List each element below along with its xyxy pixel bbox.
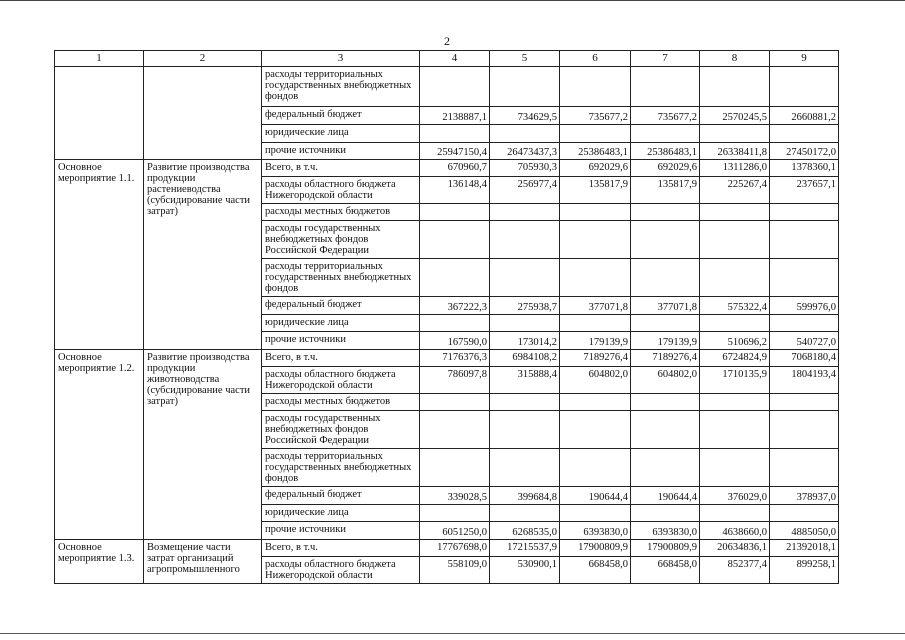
table-row (55, 350, 839, 367)
value-cell: 7176376,3 (420, 350, 490, 367)
value-cell: 190644,4 (560, 487, 631, 505)
value-cell (420, 259, 490, 297)
value-cell (420, 67, 490, 107)
value-cell (700, 411, 770, 449)
value-cell: 377071,8 (560, 297, 631, 315)
value-cell: 7189276,4 (560, 350, 631, 367)
funding-source-label: федеральный бюджет (262, 297, 420, 315)
value-cell: 6393830,0 (560, 522, 631, 540)
value-cell (560, 221, 631, 259)
activity-name-cell (144, 67, 262, 160)
value-cell: 7068180,4 (770, 350, 839, 367)
value-cell: 21392018,1 (770, 540, 839, 557)
value-cell (631, 204, 700, 221)
value-cell: 17767698,0 (420, 540, 490, 557)
value-cell: 1378360,1 (770, 160, 839, 177)
activity-code-cell: Основное мероприятие 1.3. (55, 540, 144, 584)
value-cell: 367222,3 (420, 297, 490, 315)
value-cell: 6393830,0 (631, 522, 700, 540)
column-header: 6 (560, 51, 631, 67)
value-cell: 315888,4 (490, 367, 560, 394)
value-cell: 735677,2 (560, 107, 631, 125)
activity-name-cell: Развитие производства продукции животноводства (субсидирование части затрат) (144, 350, 262, 540)
value-cell (631, 125, 700, 143)
value-cell (560, 204, 631, 221)
column-header: 3 (262, 51, 420, 67)
activity-name-cell: Возмещение части затрат организаций агропромышленного (144, 540, 262, 584)
value-cell: 4638660,0 (700, 522, 770, 540)
value-cell (700, 125, 770, 143)
value-cell (560, 259, 631, 297)
value-cell: 575322,4 (700, 297, 770, 315)
value-cell (490, 449, 560, 487)
value-cell (490, 259, 560, 297)
value-cell (700, 315, 770, 332)
value-cell (490, 67, 560, 107)
funding-source-label: Всего, в т.ч. (262, 160, 420, 177)
funding-source-label: Всего, в т.ч. (262, 350, 420, 367)
value-cell: 17215537,9 (490, 540, 560, 557)
value-cell (631, 221, 700, 259)
value-cell (631, 67, 700, 107)
value-cell: 852377,4 (700, 557, 770, 584)
value-cell: 377071,8 (631, 297, 700, 315)
top-border-line (0, 0, 905, 1)
value-cell (631, 505, 700, 522)
value-cell: 376029,0 (700, 487, 770, 505)
value-cell (700, 221, 770, 259)
value-cell: 734629,5 (490, 107, 560, 125)
value-cell: 4885050,0 (770, 522, 839, 540)
value-cell (700, 505, 770, 522)
funding-source-label: прочие источники (262, 332, 420, 350)
funding-source-label: прочие источники (262, 522, 420, 540)
value-cell: 2570245,5 (700, 107, 770, 125)
column-header: 8 (700, 51, 770, 67)
value-cell: 237657,1 (770, 177, 839, 204)
column-header: 2 (144, 51, 262, 67)
value-cell: 599976,0 (770, 297, 839, 315)
activity-name-cell: Развитие производства продукции растениеводства (субсидирование части затрат) (144, 160, 262, 350)
funding-source-label: юридические лица (262, 315, 420, 332)
value-cell: 692029,6 (631, 160, 700, 177)
value-cell (770, 505, 839, 522)
value-cell: 26338411,8 (700, 143, 770, 160)
value-cell (490, 221, 560, 259)
value-cell (490, 394, 560, 411)
column-header: 7 (631, 51, 700, 67)
value-cell (770, 67, 839, 107)
financing-table (54, 50, 839, 584)
value-cell: 25386483,1 (631, 143, 700, 160)
funding-source-label: прочие источники (262, 143, 420, 160)
value-cell (420, 449, 490, 487)
value-cell: 2138887,1 (420, 107, 490, 125)
activity-code-cell: Основное мероприятие 1.2. (55, 350, 144, 540)
value-cell: 1311286,0 (700, 160, 770, 177)
value-cell (631, 315, 700, 332)
value-cell: 20634836,1 (700, 540, 770, 557)
value-cell: 604802,0 (631, 367, 700, 394)
value-cell (631, 394, 700, 411)
value-cell (490, 315, 560, 332)
value-cell (770, 315, 839, 332)
value-cell (560, 411, 631, 449)
value-cell: 786097,8 (420, 367, 490, 394)
value-cell: 225267,4 (700, 177, 770, 204)
value-cell: 530900,1 (490, 557, 560, 584)
value-cell: 705930,3 (490, 160, 560, 177)
value-cell: 668458,0 (560, 557, 631, 584)
value-cell: 339028,5 (420, 487, 490, 505)
value-cell: 179139,9 (631, 332, 700, 350)
value-cell (700, 259, 770, 297)
funding-source-label: расходы территориальных государственных внебюджетных фондов (262, 259, 420, 297)
value-cell: 668458,0 (631, 557, 700, 584)
value-cell: 1710135,9 (700, 367, 770, 394)
value-cell (700, 67, 770, 107)
value-cell (420, 411, 490, 449)
value-cell: 6984108,2 (490, 350, 560, 367)
value-cell: 17900809,9 (631, 540, 700, 557)
value-cell: 399684,8 (490, 487, 560, 505)
column-number-row (55, 51, 839, 67)
value-cell: 735677,2 (631, 107, 700, 125)
funding-source-label: Всего, в т.ч. (262, 540, 420, 557)
funding-source-label: расходы областного бюджета Нижегородской области (262, 557, 420, 584)
value-cell: 6051250,0 (420, 522, 490, 540)
value-cell (770, 394, 839, 411)
value-cell: 167590,0 (420, 332, 490, 350)
value-cell (490, 411, 560, 449)
value-cell (560, 315, 631, 332)
column-header: 1 (55, 51, 144, 67)
value-cell (560, 505, 631, 522)
value-cell (560, 449, 631, 487)
value-cell: 692029,6 (560, 160, 631, 177)
value-cell: 510696,2 (700, 332, 770, 350)
value-cell (700, 204, 770, 221)
value-cell: 17900809,9 (560, 540, 631, 557)
value-cell (560, 394, 631, 411)
value-cell (700, 394, 770, 411)
value-cell: 135817,9 (631, 177, 700, 204)
value-cell: 6724824,9 (700, 350, 770, 367)
value-cell (560, 125, 631, 143)
funding-source-label: расходы областного бюджета Нижегородской области (262, 177, 420, 204)
funding-source-label: расходы областного бюджета Нижегородской области (262, 367, 420, 394)
column-header: 4 (420, 51, 490, 67)
funding-source-label: юридические лица (262, 505, 420, 522)
value-cell (420, 505, 490, 522)
value-cell (770, 204, 839, 221)
page-number: 2 (444, 34, 450, 48)
value-cell: 2660881,2 (770, 107, 839, 125)
value-cell: 6268535,0 (490, 522, 560, 540)
value-cell: 179139,9 (560, 332, 631, 350)
value-cell: 173014,2 (490, 332, 560, 350)
bottom-edge-line (0, 633, 905, 634)
value-cell (700, 449, 770, 487)
value-cell: 190644,4 (631, 487, 700, 505)
value-cell (770, 125, 839, 143)
value-cell (490, 505, 560, 522)
value-cell: 604802,0 (560, 367, 631, 394)
value-cell (770, 221, 839, 259)
funding-source-label: расходы государственных внебюджетных фондов Российской Федерации (262, 221, 420, 259)
column-header: 5 (490, 51, 560, 67)
value-cell: 378937,0 (770, 487, 839, 505)
table-row (55, 540, 839, 557)
value-cell (770, 449, 839, 487)
value-cell: 558109,0 (420, 557, 490, 584)
value-cell (631, 411, 700, 449)
value-cell (420, 394, 490, 411)
value-cell (560, 67, 631, 107)
activity-code-cell (55, 67, 144, 160)
value-cell: 540727,0 (770, 332, 839, 350)
value-cell: 1804193,4 (770, 367, 839, 394)
value-cell: 135817,9 (560, 177, 631, 204)
value-cell: 136148,4 (420, 177, 490, 204)
value-cell: 275938,7 (490, 297, 560, 315)
table-row (55, 67, 839, 107)
value-cell: 27450172,0 (770, 143, 839, 160)
value-cell (490, 125, 560, 143)
value-cell (770, 411, 839, 449)
value-cell (420, 125, 490, 143)
value-cell (420, 204, 490, 221)
value-cell (770, 259, 839, 297)
funding-source-label: федеральный бюджет (262, 487, 420, 505)
funding-source-label: юридические лица (262, 125, 420, 143)
activity-code-cell: Основное мероприятие 1.1. (55, 160, 144, 350)
column-header: 9 (770, 51, 839, 67)
funding-source-label: расходы местных бюджетов (262, 394, 420, 411)
funding-source-label: расходы местных бюджетов (262, 204, 420, 221)
funding-source-label: федеральный бюджет (262, 107, 420, 125)
funding-source-label: расходы территориальных государственных внебюджетных фондов (262, 449, 420, 487)
table-row (55, 160, 839, 177)
value-cell: 670960,7 (420, 160, 490, 177)
value-cell (631, 259, 700, 297)
value-cell: 25386483,1 (560, 143, 631, 160)
value-cell (631, 449, 700, 487)
value-cell: 26473437,3 (490, 143, 560, 160)
value-cell: 899258,1 (770, 557, 839, 584)
value-cell: 256977,4 (490, 177, 560, 204)
value-cell: 7189276,4 (631, 350, 700, 367)
value-cell: 25947150,4 (420, 143, 490, 160)
value-cell (420, 221, 490, 259)
funding-source-label: расходы территориальных государственных внебюджетных фондов (262, 67, 420, 107)
value-cell (420, 315, 490, 332)
value-cell (490, 204, 560, 221)
funding-source-label: расходы государственных внебюджетных фондов Российской Федерации (262, 411, 420, 449)
